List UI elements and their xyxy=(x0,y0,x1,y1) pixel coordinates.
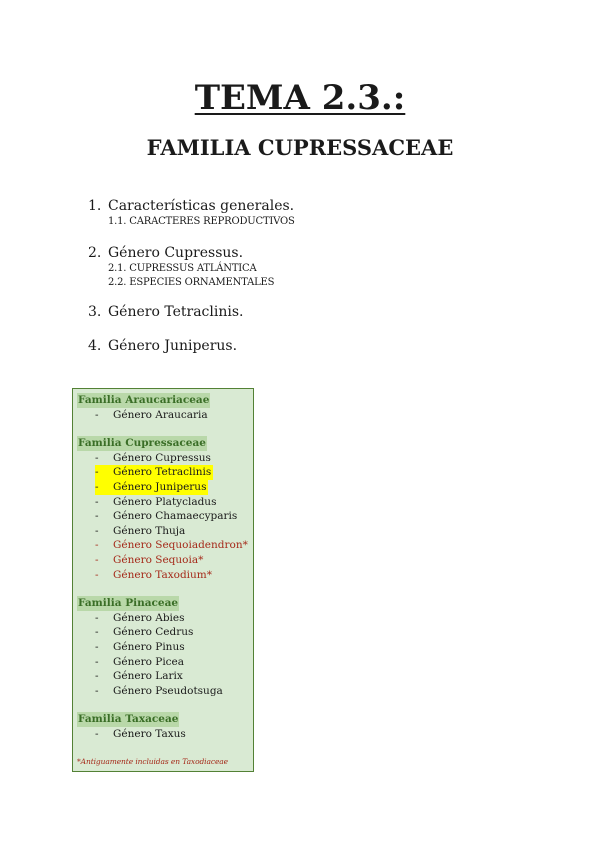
toc-label: Género Cupressus. xyxy=(108,245,244,261)
toc-main-line xyxy=(88,304,508,321)
bullet-dash: - xyxy=(95,727,99,740)
toc-item xyxy=(88,338,508,355)
page-title: TEMA 2.3.: xyxy=(194,78,406,118)
genus-line xyxy=(95,452,211,464)
genus-line xyxy=(95,569,212,581)
genus-label: Género Pseudotsuga xyxy=(113,684,223,697)
genus-line xyxy=(95,656,184,668)
toc-label: Características generales. xyxy=(108,198,295,214)
genus-label: Género Sequoiadendron* xyxy=(113,539,248,552)
genus-label: Género Taxus xyxy=(113,727,186,740)
bullet-dash: - xyxy=(95,524,99,537)
toc-subitem: 2.2. ESPECIES ORNAMENTALES xyxy=(108,277,275,288)
genus-line xyxy=(95,626,193,638)
family-block xyxy=(77,436,253,582)
family-heading: Familia Araucariaceae xyxy=(78,394,210,406)
genus-label: Género Cedrus xyxy=(113,626,194,639)
genus-line xyxy=(95,409,208,421)
toc-subitem: 2.1. CUPRESSUS ATLÁNTICA xyxy=(108,263,257,274)
toc-item xyxy=(88,198,508,229)
family-heading: Familia Taxaceae xyxy=(78,713,179,726)
toc-main-line xyxy=(88,245,508,262)
genus-label: Género Chamaecyparis xyxy=(113,510,238,523)
genus-item xyxy=(77,669,253,684)
bullet-dash: - xyxy=(95,480,99,493)
toc-number: 2. xyxy=(88,245,102,261)
genus-list xyxy=(77,611,253,699)
toc-item xyxy=(88,245,508,290)
family-heading: Familia Pinaceae xyxy=(78,597,179,610)
genus-label: Género Platycladus xyxy=(113,495,217,508)
genus-item xyxy=(77,625,253,640)
bullet-dash: - xyxy=(95,684,99,697)
bullet-dash: - xyxy=(95,655,99,668)
genus-label: Género Cupressus xyxy=(113,451,211,464)
genus-list xyxy=(77,727,253,742)
bullet-dash: - xyxy=(95,626,99,639)
toc-subitem: 1.1. CARACTERES REPRODUCTIVOS xyxy=(108,216,295,227)
genus-label: Género Araucaria xyxy=(113,408,208,421)
genus-item xyxy=(77,568,253,583)
toc-number: 1. xyxy=(88,198,102,214)
highlighted-genus xyxy=(95,465,213,480)
genus-line xyxy=(95,728,186,740)
genus-line xyxy=(95,510,237,522)
page-subtitle: FAMILIA CUPRESSACEAE xyxy=(146,135,454,160)
genus-line xyxy=(95,641,185,653)
genus-label: Género Tetraclinis xyxy=(113,466,212,479)
toc-label: Género Tetraclinis. xyxy=(108,304,244,320)
genus-item xyxy=(77,509,253,524)
genus-item xyxy=(77,451,253,466)
bullet-dash: - xyxy=(95,466,99,479)
toc-number: 4. xyxy=(88,338,102,354)
genus-item xyxy=(77,684,253,699)
bullet-dash: - xyxy=(95,553,99,566)
genus-label: Género Picea xyxy=(113,655,185,668)
toc-label: Género Juniperus. xyxy=(108,338,238,354)
bullet-dash: - xyxy=(95,510,99,523)
genus-item xyxy=(77,408,253,423)
bullet-dash: - xyxy=(95,611,99,624)
genus-line xyxy=(95,612,185,624)
genus-item xyxy=(77,538,253,553)
genus-line xyxy=(95,554,203,566)
genus-line xyxy=(95,525,185,537)
toc-main-line xyxy=(88,198,508,215)
genus-item xyxy=(77,611,253,626)
bullet-dash: - xyxy=(95,451,99,464)
genus-item xyxy=(77,655,253,670)
bullet-dash: - xyxy=(95,539,99,552)
family-block xyxy=(77,712,253,741)
genus-line xyxy=(95,670,183,682)
genus-item xyxy=(77,465,253,480)
bullet-dash: - xyxy=(95,408,99,421)
family-heading: Familia Cupressaceae xyxy=(78,437,206,450)
genus-label: Género Taxodium* xyxy=(113,568,212,581)
table-of-contents xyxy=(88,198,508,371)
genus-label: Género Larix xyxy=(113,670,183,683)
genus-list xyxy=(77,451,253,582)
bullet-dash: - xyxy=(95,670,99,683)
genus-label: Género Abies xyxy=(113,611,185,624)
genus-item xyxy=(77,553,253,568)
genus-item xyxy=(77,640,253,655)
genus-label: Género Thuja xyxy=(113,524,186,537)
genus-item xyxy=(77,495,253,510)
bullet-dash: - xyxy=(95,495,99,508)
genus-label: Género Juniperus xyxy=(113,480,207,493)
toc-main-line xyxy=(88,338,508,355)
genus-line xyxy=(95,539,248,551)
genus-line xyxy=(95,685,223,697)
highlighted-genus xyxy=(95,480,208,495)
genus-line xyxy=(95,496,216,508)
bullet-dash: - xyxy=(95,568,99,581)
genus-item xyxy=(77,524,253,539)
genus-item xyxy=(77,727,253,742)
family-summary-box xyxy=(72,388,254,772)
genus-label: Género Pinus xyxy=(113,640,185,653)
genus-item xyxy=(77,480,253,495)
bullet-dash: - xyxy=(95,640,99,653)
footnote: *Antiguamente incluidas en Taxodiaceae xyxy=(77,757,229,767)
toc-item xyxy=(88,304,508,321)
genus-label: Género Sequoia* xyxy=(113,553,204,566)
family-block xyxy=(77,393,253,422)
family-block xyxy=(77,596,253,698)
toc-number: 3. xyxy=(88,304,102,320)
genus-list xyxy=(77,408,253,423)
